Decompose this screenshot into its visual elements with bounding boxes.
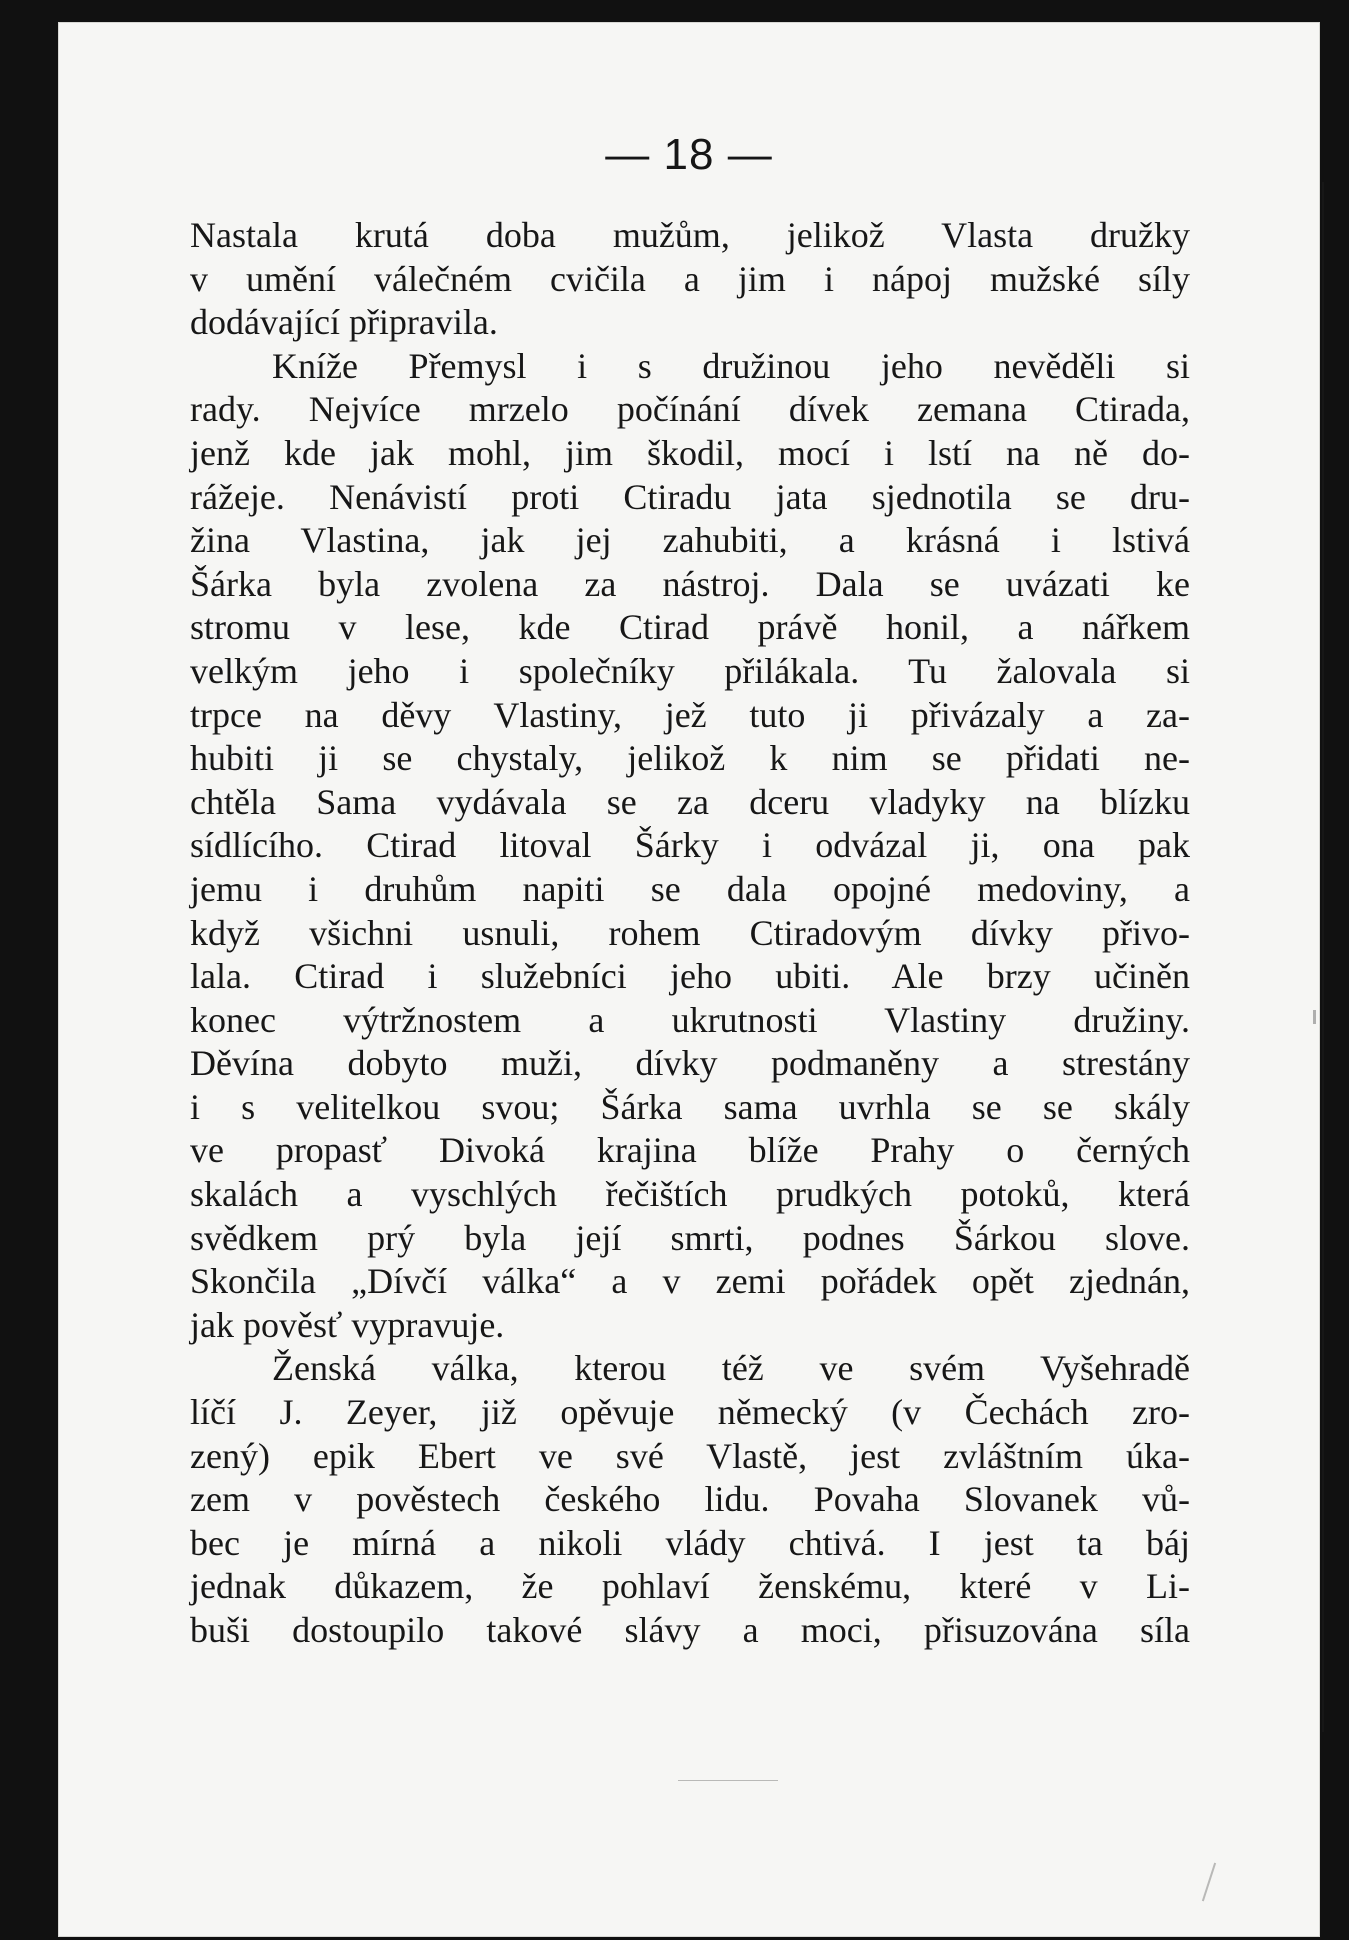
text-line: jednak důkazem, že pohlaví ženskému, které v Li-: [190, 1566, 1190, 1607]
text-line: když všichni usnuli, rohem Ctiradovým dívky přivo-: [190, 912, 1190, 953]
page-number: — 18 —: [605, 130, 773, 179]
text-line: stromu v lese, kde Ctirad právě honil, a nářkem: [190, 607, 1190, 648]
text-line: v umění válečném cvičila a jim i nápoj mužské síly: [190, 258, 1190, 299]
text-line: ve propasť Divoká krajina blíže Prahy o černých: [190, 1130, 1190, 1171]
text-line: chtěla Sama vydávala se za dceru vladyky na blízku: [190, 781, 1190, 822]
text-line: velkým jeho i společníky přilákala. Tu žalovala si: [190, 650, 1190, 691]
book-page: [58, 22, 1320, 1937]
text-line: buši dostoupilo takové slávy a moci, přisuzována síla: [190, 1610, 1190, 1650]
text-line: žina Vlastina, jak jej zahubiti, a krásná i lstivá: [190, 520, 1190, 561]
text-line: jak pověsť vypravuje.: [190, 1304, 505, 1345]
text-line: skalách a vyschlých řečištích prudkých potoků, která: [190, 1174, 1190, 1215]
text-line: lala. Ctirad i služebníci jeho ubiti. Ale brzy učiněn: [190, 956, 1190, 997]
text-line: bec je mírná a nikoli vlády chtivá. I jest ta báj: [190, 1522, 1190, 1563]
text-line: líčí J. Zeyer, již opěvuje německý (v Čechách zro-: [190, 1392, 1190, 1433]
text-line: jenž kde jak mohl, jim škodil, mocí i lstí na ně do-: [190, 432, 1190, 473]
text-line: trpce na děvy Vlastiny, jež tuto ji přivázaly a za-: [190, 694, 1190, 735]
scan-edge-line: [1322, 182, 1324, 1732]
text-line: dodávající připravila.: [190, 302, 498, 343]
text-line: rady. Nejvíce mrzelo počínání dívek zemana Ctirada,: [190, 389, 1190, 430]
text-line: konec výtržnostem a ukrutnosti Vlastiny družiny.: [190, 999, 1190, 1040]
text-line: Nastala krutá doba mužům, jelikož Vlasta družky: [190, 215, 1190, 255]
text-line: Děvína dobyto muži, dívky podmaněny a strestány: [190, 1043, 1190, 1084]
text-line: rážeje. Nenávistí proti Ctiradu jata sjednotila se dru-: [190, 476, 1190, 517]
text-line: Skončila „Dívčí válka“ a v zemi pořádek opět zjednán,: [190, 1261, 1190, 1302]
text-line: hubiti ji se chystaly, jelikož k nim se přidati ne-: [190, 738, 1190, 779]
body-text: [190, 214, 1190, 1653]
scan-speck: [1313, 1010, 1316, 1024]
text-line: jemu i druhům napiti se dala opojné medoviny, a: [190, 868, 1190, 909]
text-line: Kníže Přemysl i s družinou jeho nevěděli si: [272, 345, 1190, 386]
scan-smudge: [678, 1780, 778, 1781]
scan-scratch: [1202, 1863, 1216, 1902]
text-line: Šárka byla zvolena za nástroj. Dala se uvázati ke: [190, 563, 1190, 604]
text-line: svědkem prý byla její smrti, podnes Šárkou slove.: [190, 1217, 1190, 1258]
text-line: Ženská válka, kterou též ve svém Vyšehradě: [272, 1348, 1190, 1389]
text-line: i s velitelkou svou; Šárka sama uvrhla se se skály: [190, 1086, 1190, 1127]
text-line: sídlícího. Ctirad litoval Šárky i odvázal ji, ona pak: [190, 825, 1190, 866]
text-line: zený) epik Ebert ve své Vlastě, jest zvláštním úka-: [190, 1435, 1190, 1476]
text-line: zem v pověstech českého lidu. Povaha Slovanek vů-: [190, 1479, 1190, 1520]
